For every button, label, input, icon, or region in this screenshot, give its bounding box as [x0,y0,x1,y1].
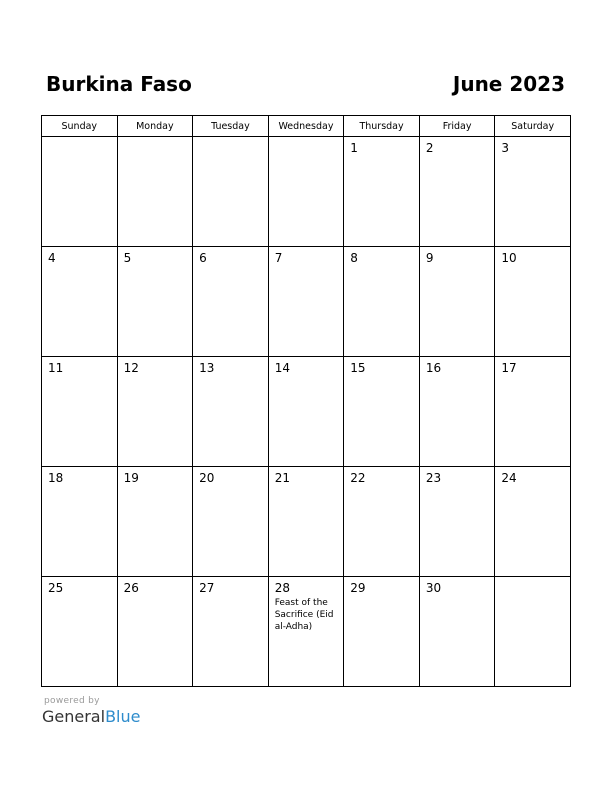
day-cell [42,467,118,577]
day-cell [419,577,495,687]
day-number: 8 [350,251,358,265]
day-number: 29 [350,581,366,595]
day-number: 16 [425,361,442,375]
weekday-header: Wednesday [268,116,344,137]
weekday-header: Sunday [42,116,118,137]
day-cell [42,247,118,357]
day-cell [42,577,118,687]
day-number: 14 [274,361,290,375]
day-number: 11 [48,361,64,375]
day-number [118,137,193,141]
day-cell [495,137,571,247]
calendar-month-title: June 2023 [452,72,565,96]
day-number: 5 [123,251,132,265]
day-cell [193,247,269,357]
day-number: 21 [274,471,290,485]
day-cell [495,577,571,687]
day-cell [42,137,118,247]
day-number: 19 [123,471,139,485]
day-cell [495,467,571,577]
weekday-header: Monday [117,116,193,137]
calendar-week-row [42,357,571,467]
day-cell [42,357,118,467]
day-number: 3 [501,141,510,155]
day-cell [268,357,344,467]
day-cell [193,357,269,467]
day-number [269,137,344,141]
day-number: 30 [425,581,442,595]
day-cell-holiday [268,577,344,687]
day-number: 2 [425,141,434,155]
day-number: 20 [199,471,215,485]
powered-by-text: powered by [44,696,100,706]
holiday-label: Feast of the Sacrifice (Eid al-Adha) [274,598,334,632]
generalblue-logo [42,707,140,726]
day-cell [344,247,420,357]
day-number: 23 [425,471,442,485]
day-cell [193,137,269,247]
day-number: 6 [199,251,207,265]
calendar-country-title: Burkina Faso [46,72,192,96]
weekday-header: Friday [419,116,495,137]
day-number: 7 [274,251,283,265]
day-number: 18 [48,471,64,485]
weekday-header-row [42,116,571,137]
day-cell [117,247,193,357]
day-cell [344,357,420,467]
day-cell [344,467,420,577]
day-number: 24 [501,471,517,485]
day-cell [117,137,193,247]
day-number [42,137,117,141]
day-cell [193,467,269,577]
weekday-header: Thursday [344,116,420,137]
day-cell [419,247,495,357]
day-number: 12 [123,361,139,375]
calendar-week-row [42,577,571,687]
day-number: 10 [501,251,517,265]
day-cell [419,467,495,577]
day-cell [117,467,193,577]
day-cell [117,357,193,467]
day-number: 27 [199,581,215,595]
calendar-week-row [42,467,571,577]
day-cell [419,137,495,247]
logo-text-blue: Blue [105,707,141,726]
day-number: 26 [123,581,139,595]
day-number: 17 [501,361,517,375]
day-cell [495,357,571,467]
calendar-grid [41,115,571,687]
day-cell [268,247,344,357]
day-cell [344,137,420,247]
day-cell [193,577,269,687]
day-number [193,137,268,141]
day-number: 22 [350,471,366,485]
weekday-header: Tuesday [193,116,269,137]
day-number: 4 [48,251,56,265]
calendar-week-row [42,137,571,247]
day-number: 9 [425,251,434,265]
day-number: 28 [274,581,290,595]
day-number: 1 [350,141,358,155]
day-cell [495,247,571,357]
day-number [495,577,570,581]
calendar-week-row [42,247,571,357]
weekday-header: Saturday [495,116,571,137]
day-cell [419,357,495,467]
day-number: 25 [48,581,64,595]
day-cell [344,577,420,687]
day-number: 13 [199,361,215,375]
day-cell [268,467,344,577]
day-cell [268,137,344,247]
day-cell [117,577,193,687]
day-number: 15 [350,361,366,375]
logo-text-general: General [42,707,106,726]
